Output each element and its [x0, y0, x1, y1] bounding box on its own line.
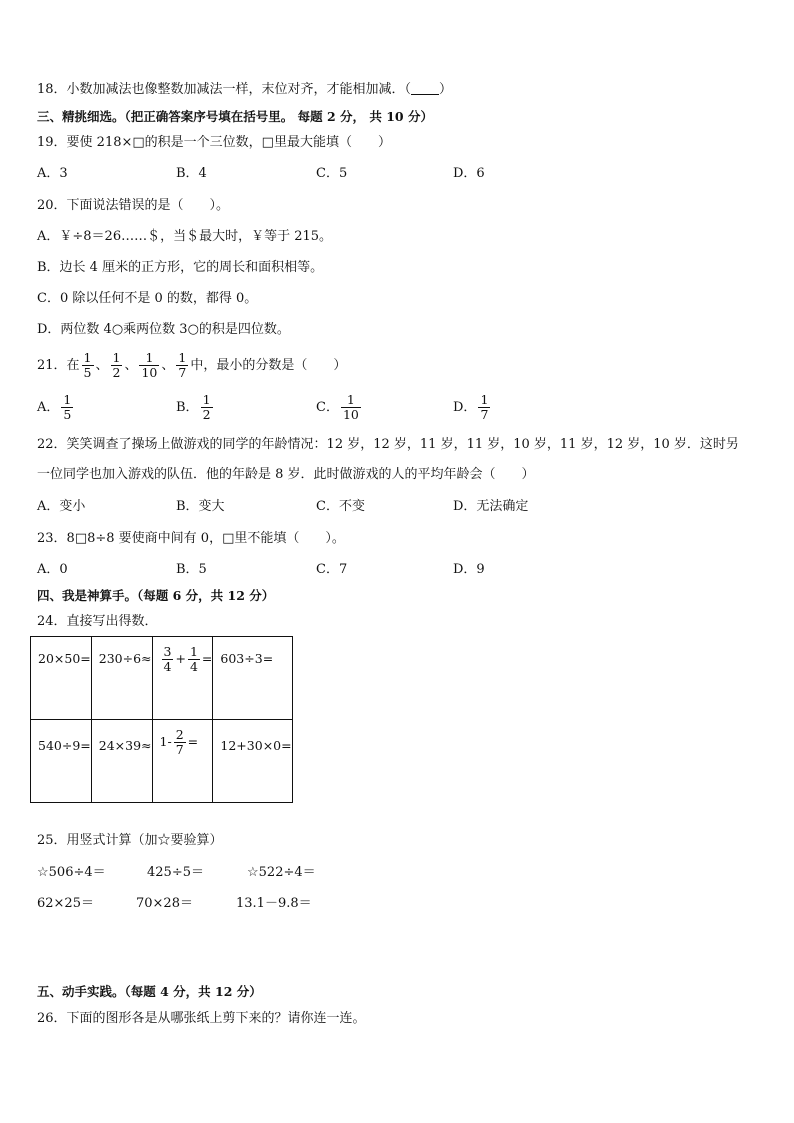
- calc-expression: 603÷3=: [220, 651, 274, 666]
- option-label: C．: [316, 400, 339, 415]
- equals: =: [201, 651, 213, 666]
- section-3-title: 三、精挑细选。（把正确答案序号填在括号里。 每题 2 分， 共 10 分）: [37, 109, 433, 124]
- operator: +: [175, 651, 186, 666]
- fraction: [201, 393, 213, 422]
- question-19-text: 19．要使 218×□的积是一个三位数，□里最大能填（ ）: [37, 135, 391, 150]
- question-22-line-1: 22．笑笑调查了操场上做游戏的同学的年龄情况：12 岁，12 岁，11 岁，11 岁，10 岁，11 岁，12 岁，10 岁．这时另: [37, 437, 739, 452]
- table-row: [31, 720, 293, 803]
- numerator: 1: [189, 644, 198, 659]
- numerator: 1: [202, 392, 211, 407]
- calc-expression: 540÷9=: [38, 738, 91, 753]
- question-22-option-c[interactable]: C．不变: [316, 499, 365, 514]
- fraction: [162, 645, 174, 674]
- numerator: 3: [163, 644, 172, 659]
- question-23-text: 23．8□8÷8 要使商中间有 0，□里不能填（ ）。: [37, 531, 345, 546]
- numerator: 1: [178, 350, 187, 365]
- fraction: [139, 351, 159, 380]
- question-23-option-b[interactable]: B．5: [176, 562, 207, 577]
- vertical-calc-item[interactable]: 62×25＝: [37, 896, 94, 911]
- denominator: 4: [189, 659, 198, 674]
- answer-blank[interactable]: [411, 82, 439, 95]
- question-20-option-b[interactable]: B．边长 4 厘米的正方形，它的周长和面积相等。: [37, 260, 324, 275]
- vertical-calc-item[interactable]: ☆522÷4＝: [247, 865, 316, 880]
- question-21-option-d[interactable]: [453, 391, 492, 425]
- denominator: 7: [480, 407, 489, 422]
- question-19-option-d[interactable]: D．6: [453, 166, 485, 181]
- question-21-prefix: 21．在: [37, 358, 80, 373]
- section-4-title: 四、我是神算手。（每题 6 分，共 12 分）: [37, 588, 275, 603]
- question-22-option-a[interactable]: A．变小: [37, 499, 86, 514]
- denominator: 10: [342, 407, 359, 422]
- numerator: 1: [480, 392, 489, 407]
- mental-calc-table: [30, 636, 293, 803]
- question-19-option-a[interactable]: A．3: [37, 166, 68, 181]
- numerator: 2: [175, 727, 184, 742]
- question-21-option-c[interactable]: [316, 391, 363, 425]
- fraction: [176, 351, 188, 380]
- numerator: 1: [63, 392, 72, 407]
- separator: 、: [124, 358, 138, 373]
- numerator: 1: [83, 350, 92, 365]
- denominator: 7: [175, 742, 184, 757]
- question-20-text: 20．下面说法错误的是（ ）。: [37, 198, 230, 213]
- separator: 、: [95, 358, 109, 373]
- equals: =: [187, 734, 199, 749]
- fraction: [111, 351, 123, 380]
- question-23-option-a[interactable]: A．0: [37, 562, 68, 577]
- question-23-option-d[interactable]: D．9: [453, 562, 485, 577]
- denominator: 2: [202, 407, 211, 422]
- vertical-calc-item[interactable]: ☆506÷4＝: [37, 865, 106, 880]
- question-19-option-b[interactable]: B．4: [176, 166, 207, 181]
- question-18-text: 18．小数加减法也像整数加减法一样，末位对齐，才能相加减．（: [37, 82, 412, 97]
- calc-expression: 12+30×0=: [220, 738, 292, 753]
- calc-cell[interactable]: [213, 720, 292, 803]
- fraction: [61, 393, 73, 422]
- denominator: 4: [163, 659, 172, 674]
- vertical-calc-item[interactable]: 425÷5＝: [147, 865, 204, 880]
- calc-cell[interactable]: [31, 637, 92, 720]
- question-21-option-a[interactable]: [37, 391, 75, 425]
- question-25-text: 25．用竖式计算（加☆要验算）: [37, 833, 223, 848]
- calc-expression: 230÷6≈: [98, 651, 152, 666]
- calc-expression: 20×50=: [38, 651, 91, 666]
- fraction: [174, 728, 186, 757]
- question-18: [37, 81, 452, 99]
- question-20-option-c[interactable]: C．0 除以任何不是 0 的数，都得 0。: [37, 291, 258, 306]
- fraction: [478, 393, 490, 422]
- question-21-option-b[interactable]: [176, 391, 215, 425]
- question-21-suffix: 中，最小的分数是（ ）: [190, 358, 347, 373]
- calc-expression: 1-: [159, 734, 172, 749]
- calc-cell[interactable]: [31, 720, 92, 803]
- numerator: 1: [145, 350, 154, 365]
- denominator: 2: [112, 365, 121, 380]
- question-22-option-b[interactable]: B．变大: [176, 499, 225, 514]
- question-19-option-c[interactable]: C．5: [316, 166, 348, 181]
- question-20-option-d[interactable]: D．两位数 4○乘两位数 3○的积是四位数。: [37, 322, 290, 337]
- table-row: [31, 637, 293, 720]
- question-22-option-d[interactable]: D．无法确定: [453, 499, 529, 514]
- denominator: 5: [63, 407, 72, 422]
- calc-cell[interactable]: [91, 720, 152, 803]
- question-22-line-2: 一位同学也加入游戏的队伍．他的年龄是 8 岁．此时做游戏的人的平均年龄会（ ）: [37, 467, 535, 482]
- denominator: 7: [178, 365, 187, 380]
- calc-cell[interactable]: [91, 637, 152, 720]
- calc-cell[interactable]: [213, 637, 292, 720]
- numerator: 1: [346, 392, 355, 407]
- vertical-calc-item[interactable]: 13.1－9.8＝: [236, 896, 312, 911]
- question-26-text: 26．下面的图形各是从哪张纸上剪下来的？请你连一连。: [37, 1011, 366, 1026]
- section-5-title: 五、动手实践。（每题 4 分，共 12 分）: [37, 984, 262, 999]
- fraction: [188, 645, 200, 674]
- question-18-close: ）: [439, 82, 453, 97]
- question-23-option-c[interactable]: C．7: [316, 562, 348, 577]
- question-21-stem: [37, 349, 346, 383]
- calc-expression: 24×39≈: [98, 738, 152, 753]
- fraction: [82, 351, 94, 380]
- option-label: D．: [453, 400, 477, 415]
- vertical-calc-item[interactable]: 70×28＝: [136, 896, 193, 911]
- fraction: [341, 393, 361, 422]
- denominator: 5: [83, 365, 92, 380]
- calc-cell[interactable]: [152, 637, 213, 720]
- option-label: B．: [176, 400, 199, 415]
- question-24-text: 24．直接写出得数．: [37, 614, 158, 629]
- calc-cell[interactable]: [152, 720, 213, 803]
- denominator: 10: [141, 365, 158, 380]
- question-20-option-a[interactable]: A．￥÷8＝26……＄，当＄最大时，￥等于 215。: [37, 229, 333, 244]
- numerator: 1: [112, 350, 121, 365]
- separator: 、: [161, 358, 175, 373]
- option-label: A．: [37, 400, 60, 415]
